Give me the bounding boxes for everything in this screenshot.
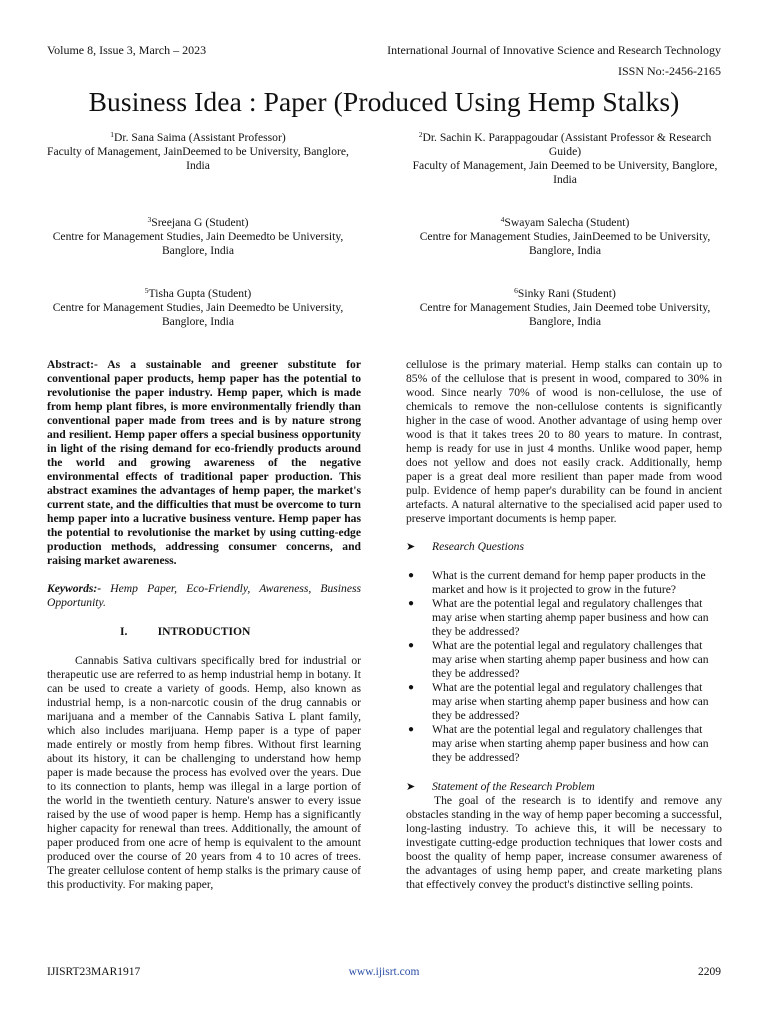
research-questions-heading: [406, 540, 722, 554]
author-4: [410, 216, 720, 258]
author-affiliation: Faculty of Management, JainDeemed to be University, Banglore, India: [47, 145, 349, 172]
bullet-icon: ●: [408, 724, 415, 735]
bullet-icon: ●: [408, 570, 415, 581]
author-affiliation: Faculty of Management, Jain Deemed to be University, Banglore, India: [412, 159, 718, 186]
author-affiliation: Centre for Management Studies, Jain Deemedto be University, Banglore, India: [52, 230, 344, 257]
author-number: 5: [144, 286, 149, 295]
author-name: Dr. Sachin K. Parappagoudar (Assistant Professor & Research Guide): [422, 131, 712, 158]
author-name: Sreejana G (Student): [151, 216, 249, 229]
problem-statement-body: The goal of the research is to identify and remove any obstacles standing in the way of hemp paper becoming a successful, long-lasting industry. To achieve this, it will be necessary to investigate cutting-edge production techniques that lower costs and boost the quality of hemp paper, increase consumer awareness of the advantages of using hemp paper, and create marketing plans that effectively convey the product's distinctive selling points.: [406, 794, 722, 891]
left-column: [47, 358, 361, 892]
arrow-bullet-icon: ➤: [406, 781, 416, 793]
research-questions-title: Research Questions: [432, 540, 524, 553]
introduction-continuation: cellulose is the primary material. Hemp stalks can contain up to 85% of the cellulose that is present in wood, compared to 30% in wood. Since nearly 70% of wood is non-cellulose, the use of chemicals to remove the non-cellulose contents is significantly higher in the case of wood. Another advantage of using hemp over wood is that it takes trees 20 to 80 years to mature. In contrast, hemp is ready for use in just 4 months. Unlike wood paper, hemp does not yellow and does not easily crack. Additionally, hemp paper is a great deal more resilient than paper made from wood pulp. Evidence of hemp paper's durability can be found in ancient artefacts. A natural alternative to the specialised acid paper used to preserve important documents is hemp paper.: [406, 358, 722, 525]
bullet-icon: ●: [408, 682, 415, 693]
author-number: 1: [110, 130, 115, 139]
introduction-body: Cannabis Sativa cultivars specifically bred for industrial or therapeutic use are referred to as hemp industrial hemp in botany. It can be used to create a variety of goods. Hemp, also known as industrial hemp, is a non-narcotic cousin of the drug cannabis or marijuana and a member of the Cannabis Sativa L plant family, which also includes marijuana. Hemp paper is a type of paper made entirely or mostly from hemp fibres. Without first learning about its history, it can be challenging to understand how hemp paper is made because the process has evolved over the years. Due to its connection to plants, hemp was illegal in a large portion of the world in the twentieth century. Nature's answer to every issue raised by the use of wood paper is hemp. Hemp has a significantly higher capacity for renewal than trees. Additionally, the amount of paper produced from one acre of hemp is equivalent to the amount produced over the course of 20 years from 4 to 10 acres of trees. The greater cellulose content of hemp stalks is the primary cause of this productivity. For making paper,: [47, 654, 361, 891]
page-number: 2209: [698, 966, 721, 978]
author-affiliation: Centre for Management Studies, Jain Deemedto be University, Banglore, India: [52, 301, 344, 328]
author-number: 3: [147, 215, 152, 224]
section-heading-introduction: [47, 625, 361, 639]
author-name: Swayam Salecha (Student): [504, 216, 630, 229]
keywords-text: Hemp Paper, Eco-Friendly, Awareness, Business Opportunity.: [47, 582, 361, 609]
author-number: 2: [418, 130, 423, 139]
list-item: ● What are the potential legal and regulatory challenges that may arise when starting ahemp paper business and how can they be addressed?: [408, 723, 709, 764]
keywords: [47, 582, 361, 610]
arrow-bullet-icon: ➤: [406, 541, 416, 553]
abstract: Abstract:- As a sustainable and greener substitute for conventional paper products, hemp paper has the potential to revolutionise the paper industry. Hemp paper, which is made from hemp plant fibres, is more environmentally friendly than conventional paper made from trees and is by nature strong and resilient. Hemp paper offers a special business opportunity in light of the rising demand for eco-friendly products around the world and growing awareness of the negative environmental effects of traditional paper production. This abstract examines the advantages of hemp paper, the market's current state, and the difficulties that must be overcome to turn hemp paper into a lucrative business venture. Hemp paper has the potential to revolutionise the market by using cutting-edge production methods, addressing consumer concerns, and raising market awareness.: [47, 358, 361, 567]
list-item: ● What are the potential legal and regulatory challenges that may arise when starting ahemp paper business and how can they be addressed?: [408, 597, 709, 638]
author-number: 6: [514, 286, 518, 295]
volume-info: Volume 8, Issue 3, March – 2023: [47, 43, 207, 57]
list-item: ● What are the potential legal and regulatory challenges that may arise when starting ahemp paper business and how can they be addressed?: [408, 681, 709, 722]
bullet-icon: ●: [408, 640, 415, 651]
journal-url-link[interactable]: www.ijisrt.com: [348, 966, 420, 978]
keywords-label: Keywords:-: [47, 582, 102, 595]
author-name: Tisha Gupta (Student): [148, 287, 252, 300]
section-number: I.: [120, 625, 128, 638]
research-questions-list: [406, 569, 722, 765]
list-item: ● What are the potential legal and regulatory challenges that may arise when starting ahemp paper business and how can they be addressed?: [408, 639, 709, 680]
journal-name: International Journal of Innovative Science and Research Technology: [387, 43, 721, 57]
paper-code: IJISRT23MAR1917: [47, 966, 141, 978]
paper-title: Business Idea : Paper (Produced Using Hemp Stalks): [88, 86, 680, 117]
author-affiliation: Centre for Management Studies, JainDeemed to be University, Banglore, India: [419, 230, 711, 257]
section-title: INTRODUCTION: [157, 625, 251, 638]
author-1: [43, 131, 353, 173]
issn: ISSN No:-2456-2165: [617, 64, 721, 78]
author-6: [410, 287, 720, 329]
bullet-icon: ●: [408, 598, 415, 609]
author-5: [43, 287, 353, 329]
problem-statement-title: Statement of the Research Problem: [432, 780, 595, 793]
author-3: [43, 216, 353, 258]
author-2: [410, 131, 720, 187]
author-affiliation: Centre for Management Studies, Jain Deemed tobe University, Banglore, India: [419, 301, 711, 328]
list-item: ● What is the current demand for hemp paper products in the market and how is it projected to grow in the future?: [408, 569, 706, 596]
author-name: Dr. Sana Saima (Assistant Professor): [114, 131, 286, 144]
author-number: 4: [500, 215, 505, 224]
right-column: [406, 358, 722, 892]
problem-statement-heading: [406, 780, 722, 794]
author-name: Sinky Rani (Student): [517, 287, 616, 300]
